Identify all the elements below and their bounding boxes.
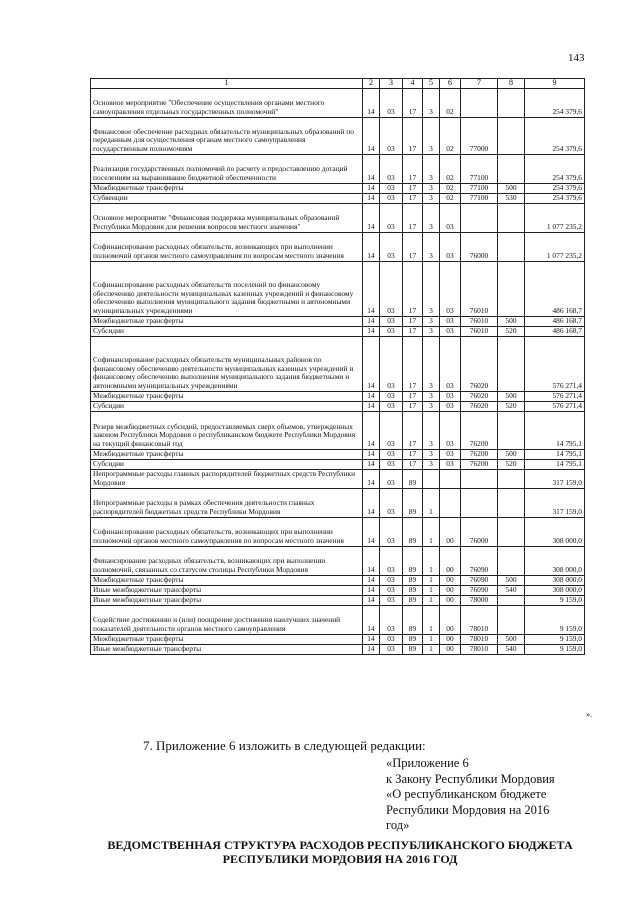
row-code-cell-8: 520 [498, 460, 525, 470]
row-code-cell-2: 14 [363, 194, 380, 204]
table-row [91, 337, 585, 392]
row-code-cell-2: 14 [363, 450, 380, 460]
table-row [91, 184, 585, 194]
row-code-cell-5: 3 [423, 317, 440, 327]
row-code-cell-8 [498, 155, 525, 184]
row-code-cell-5 [423, 470, 440, 489]
row-code-cell-4: 17 [403, 460, 423, 470]
row-code-cell-9: 308 000,0 [525, 547, 585, 576]
row-code-cell-2: 14 [363, 412, 380, 450]
row-code-cell-8 [498, 547, 525, 576]
row-code-cell-8: 540 [498, 645, 525, 655]
row-code-cell-6 [440, 470, 461, 489]
row-code-cell-8 [498, 606, 525, 635]
table-row [91, 327, 585, 337]
row-code-cell-7: 76090 [461, 586, 498, 596]
row-code-cell-5: 3 [423, 194, 440, 204]
row-code-cell-3: 03 [380, 518, 403, 547]
heading-line: РЕСПУБЛИКИ МОРДОВИЯ НА 2016 ГОД [222, 852, 458, 866]
row-code-cell-7: 76010 [461, 327, 498, 337]
row-code-cell-4: 17 [403, 412, 423, 450]
row-code-cell-4: 89 [403, 518, 423, 547]
row-code-cell-9: 486 168,7 [525, 317, 585, 327]
row-code-cell-2: 14 [363, 489, 380, 518]
row-code-cell-2: 14 [363, 596, 380, 606]
table-row [91, 89, 585, 118]
row-code-cell-8 [498, 262, 525, 317]
row-code-cell-9: 576 271,4 [525, 337, 585, 392]
row-code-cell-7: 76020 [461, 402, 498, 412]
row-name-cell: Иные межбюджетные трансферты [91, 645, 363, 655]
header-col-6: 6 [440, 79, 461, 89]
row-code-cell-2: 14 [363, 155, 380, 184]
row-code-cell-3: 03 [380, 547, 403, 576]
row-code-cell-4: 17 [403, 262, 423, 317]
row-code-cell-8: 500 [498, 450, 525, 460]
row-code-cell-8: 520 [498, 327, 525, 337]
row-code-cell-2: 14 [363, 118, 380, 155]
row-name-cell: Непрограммные расходы главных распорядителей бюджетных средств Республики Мордовия [91, 470, 363, 489]
row-name-cell: Субвенции [91, 194, 363, 204]
table-row [91, 262, 585, 317]
table-row [91, 233, 585, 262]
row-code-cell-5: 3 [423, 450, 440, 460]
row-code-cell-7: 76020 [461, 337, 498, 392]
row-code-cell-4: 17 [403, 233, 423, 262]
row-code-cell-7: 78010 [461, 606, 498, 635]
row-code-cell-8: 500 [498, 184, 525, 194]
row-code-cell-5: 3 [423, 402, 440, 412]
row-name-cell: Субсидии [91, 402, 363, 412]
row-code-cell-9: 9 159,0 [525, 645, 585, 655]
row-name-cell: Непрограммные расходы в рамках обеспечения деятельности главных распорядителей бюджетных средств Республики Мордовия [91, 489, 363, 518]
row-code-cell-8 [498, 596, 525, 606]
table-row [91, 606, 585, 635]
row-code-cell-8: 540 [498, 586, 525, 596]
row-code-cell-3: 03 [380, 155, 403, 184]
row-code-cell-7: 76200 [461, 450, 498, 460]
row-code-cell-9: 254 379,6 [525, 184, 585, 194]
row-code-cell-2: 14 [363, 337, 380, 392]
row-code-cell-4: 89 [403, 645, 423, 655]
row-code-cell-3: 03 [380, 392, 403, 402]
row-code-cell-6: 03 [440, 402, 461, 412]
row-code-cell-9: 1 077 235,2 [525, 204, 585, 233]
appendix-reference [386, 756, 555, 834]
row-code-cell-4: 17 [403, 184, 423, 194]
row-code-cell-6: 02 [440, 89, 461, 118]
table-row [91, 645, 585, 655]
row-code-cell-5: 1 [423, 547, 440, 576]
row-code-cell-7: 76090 [461, 576, 498, 586]
row-code-cell-7: 77100 [461, 184, 498, 194]
row-code-cell-2: 14 [363, 460, 380, 470]
row-name-cell: Софинансирование расходных обязательств, возникающих при выполнении полномочий органов местного самоуправления по вопросам местного значения [91, 518, 363, 547]
row-code-cell-2: 14 [363, 606, 380, 635]
row-code-cell-6: 03 [440, 412, 461, 450]
row-code-cell-2: 14 [363, 392, 380, 402]
heading-line: ВЕДОМСТВЕННАЯ СТРУКТУРА РАСХОДОВ РЕСПУБЛИКАНСКОГО БЮДЖЕТА [107, 838, 573, 852]
row-code-cell-3: 03 [380, 586, 403, 596]
row-code-cell-4: 17 [403, 317, 423, 327]
header-row [91, 79, 585, 89]
row-code-cell-2: 14 [363, 576, 380, 586]
row-code-cell-3: 03 [380, 402, 403, 412]
row-code-cell-5: 1 [423, 576, 440, 586]
table-row [91, 412, 585, 450]
table-row [91, 489, 585, 518]
row-name-cell: Основное мероприятие "Обеспечение осуществления органами местного самоуправления отдельных государственных полномочий" [91, 89, 363, 118]
table-row [91, 576, 585, 586]
row-name-cell: Софинансирование расходных обязательств поселений по финансовому обеспечению деятельности муниципальных казенных учреждений и финансовому обеспечению выполнения муниципального задания бюджетными и автономными муниципальных учреждениями [91, 262, 363, 317]
table-row [91, 317, 585, 327]
row-code-cell-8 [498, 204, 525, 233]
table-row [91, 204, 585, 233]
row-code-cell-9: 254 379,6 [525, 194, 585, 204]
row-code-cell-7 [461, 489, 498, 518]
row-code-cell-2: 14 [363, 262, 380, 317]
section-heading [60, 838, 620, 866]
row-code-cell-7: 78000 [461, 596, 498, 606]
row-code-cell-5: 3 [423, 337, 440, 392]
table-row [91, 518, 585, 547]
row-code-cell-2: 14 [363, 233, 380, 262]
table-row [91, 596, 585, 606]
row-name-cell: Межбюджетные трансферты [91, 184, 363, 194]
row-code-cell-7: 78010 [461, 635, 498, 645]
appendix-line: год» [386, 818, 410, 832]
row-code-cell-3: 03 [380, 412, 403, 450]
row-code-cell-7: 76200 [461, 460, 498, 470]
row-name-cell: Иные межбюджетные трансферты [91, 596, 363, 606]
row-code-cell-8 [498, 412, 525, 450]
page-number: 143 [568, 52, 585, 64]
row-code-cell-4: 17 [403, 204, 423, 233]
expenditure-table [90, 78, 585, 655]
row-code-cell-3: 03 [380, 89, 403, 118]
row-code-cell-5: 3 [423, 89, 440, 118]
table-row [91, 586, 585, 596]
header-col-5: 5 [423, 79, 440, 89]
row-code-cell-4: 17 [403, 450, 423, 460]
row-code-cell-4: 89 [403, 596, 423, 606]
row-code-cell-3: 03 [380, 233, 403, 262]
row-code-cell-5: 3 [423, 233, 440, 262]
row-name-cell: Иные межбюджетные трансферты [91, 586, 363, 596]
row-code-cell-9: 9 159,0 [525, 596, 585, 606]
row-code-cell-4: 17 [403, 402, 423, 412]
row-name-cell: Субсидии [91, 460, 363, 470]
row-code-cell-2: 14 [363, 635, 380, 645]
row-code-cell-9: 9 159,0 [525, 635, 585, 645]
row-code-cell-6: 03 [440, 204, 461, 233]
row-name-cell: Финансовое обеспечение расходных обязательств муниципальных образований по переданным для осуществления органам местного самоуправления государственным полномочиям [91, 118, 363, 155]
row-code-cell-6: 03 [440, 337, 461, 392]
appendix-line: «О республиканском бюджете [386, 787, 547, 801]
row-code-cell-4: 89 [403, 606, 423, 635]
row-code-cell-3: 03 [380, 262, 403, 317]
row-code-cell-8 [498, 337, 525, 392]
row-name-cell: Субсидии [91, 327, 363, 337]
row-name-cell: Содействие достижению и (или) поощрение достижения наилучших значений показателей деятельности органов местного самоуправления [91, 606, 363, 635]
row-code-cell-5: 3 [423, 184, 440, 194]
row-code-cell-3: 03 [380, 460, 403, 470]
row-code-cell-2: 14 [363, 470, 380, 489]
header-col-2: 2 [363, 79, 380, 89]
row-code-cell-7: 76000 [461, 518, 498, 547]
row-code-cell-9: 1 077 235,2 [525, 233, 585, 262]
row-code-cell-9: 254 379,6 [525, 155, 585, 184]
appendix-line: к Закону Республики Мордовия [386, 771, 555, 786]
row-code-cell-6: 00 [440, 547, 461, 576]
header-col-1: 1 [91, 79, 363, 89]
row-code-cell-2: 14 [363, 89, 380, 118]
row-name-cell: Межбюджетные трансферты [91, 450, 363, 460]
row-code-cell-2: 14 [363, 547, 380, 576]
table-row [91, 392, 585, 402]
closing-quote-mark: ». [586, 710, 592, 719]
row-code-cell-7 [461, 470, 498, 489]
table-row [91, 402, 585, 412]
row-code-cell-5: 1 [423, 489, 440, 518]
appendix-line: «Приложение 6 [386, 756, 469, 770]
row-code-cell-2: 14 [363, 204, 380, 233]
row-code-cell-9: 576 271,4 [525, 402, 585, 412]
item-7-instruction: 7. Приложение 6 изложить в следующей редакции: [143, 738, 426, 753]
row-code-cell-6: 00 [440, 586, 461, 596]
row-code-cell-2: 14 [363, 518, 380, 547]
row-code-cell-5: 3 [423, 412, 440, 450]
row-code-cell-6: 00 [440, 635, 461, 645]
row-code-cell-7: 76000 [461, 233, 498, 262]
row-code-cell-3: 03 [380, 194, 403, 204]
row-name-cell: Межбюджетные трансферты [91, 317, 363, 327]
row-code-cell-3: 03 [380, 317, 403, 327]
row-code-cell-6: 03 [440, 460, 461, 470]
row-code-cell-7: 76010 [461, 262, 498, 317]
table-body [91, 89, 585, 655]
row-code-cell-5: 1 [423, 596, 440, 606]
row-code-cell-2: 14 [363, 586, 380, 596]
row-code-cell-5: 1 [423, 635, 440, 645]
row-code-cell-2: 14 [363, 317, 380, 327]
row-code-cell-9: 14 795,1 [525, 412, 585, 450]
row-code-cell-4: 17 [403, 155, 423, 184]
row-code-cell-3: 03 [380, 606, 403, 635]
row-code-cell-9: 254 379,6 [525, 118, 585, 155]
row-code-cell-4: 17 [403, 89, 423, 118]
row-code-cell-5: 1 [423, 606, 440, 635]
row-code-cell-9: 317 159,0 [525, 489, 585, 518]
row-code-cell-2: 14 [363, 184, 380, 194]
row-code-cell-5: 3 [423, 392, 440, 402]
row-code-cell-5: 1 [423, 586, 440, 596]
row-code-cell-4: 17 [403, 194, 423, 204]
row-code-cell-4: 89 [403, 586, 423, 596]
row-code-cell-2: 14 [363, 327, 380, 337]
table-header [91, 79, 585, 89]
table-row [91, 450, 585, 460]
row-code-cell-4: 17 [403, 337, 423, 392]
row-code-cell-7 [461, 204, 498, 233]
row-code-cell-6: 03 [440, 262, 461, 317]
header-col-8: 8 [498, 79, 525, 89]
row-code-cell-2: 14 [363, 645, 380, 655]
row-code-cell-3: 03 [380, 489, 403, 518]
row-code-cell-9: 308 000,0 [525, 576, 585, 586]
row-code-cell-4: 89 [403, 470, 423, 489]
row-name-cell: Софинансирование расходных обязательств муниципальных районов по финансовому обеспечению деятельности муниципальных казенных учреждений и финансовому обеспечению выполнения муниципального задания бюджетными и автономными муниципальных учреждениями [91, 337, 363, 392]
row-code-cell-6: 03 [440, 317, 461, 327]
row-code-cell-9: 14 795,1 [525, 460, 585, 470]
row-code-cell-9: 486 168,7 [525, 327, 585, 337]
row-name-cell: Софинансирование расходных обязательств, возникающих при выполнении полномочий органов местного самоуправления по вопросам местного значения [91, 233, 363, 262]
header-col-4: 4 [403, 79, 423, 89]
row-code-cell-6: 02 [440, 118, 461, 155]
row-code-cell-6: 00 [440, 576, 461, 586]
row-code-cell-3: 03 [380, 470, 403, 489]
row-code-cell-4: 89 [403, 489, 423, 518]
row-code-cell-3: 03 [380, 576, 403, 586]
row-code-cell-7: 76020 [461, 392, 498, 402]
row-code-cell-8: 500 [498, 576, 525, 586]
row-code-cell-7: 76090 [461, 547, 498, 576]
row-code-cell-9: 576 271,4 [525, 392, 585, 402]
row-code-cell-4: 89 [403, 576, 423, 586]
row-code-cell-3: 03 [380, 645, 403, 655]
row-code-cell-3: 03 [380, 184, 403, 194]
row-code-cell-6: 02 [440, 194, 461, 204]
row-name-cell: Межбюджетные трансферты [91, 576, 363, 586]
row-code-cell-8 [498, 518, 525, 547]
row-code-cell-3: 03 [380, 450, 403, 460]
row-code-cell-8 [498, 89, 525, 118]
row-code-cell-7: 76200 [461, 412, 498, 450]
row-code-cell-5: 3 [423, 118, 440, 155]
row-code-cell-8 [498, 233, 525, 262]
row-code-cell-8: 530 [498, 194, 525, 204]
header-col-7: 7 [461, 79, 498, 89]
row-code-cell-7: 77000 [461, 118, 498, 155]
row-code-cell-9: 308 000,0 [525, 518, 585, 547]
row-code-cell-9: 486 168,7 [525, 262, 585, 317]
row-code-cell-4: 17 [403, 392, 423, 402]
row-code-cell-8: 520 [498, 402, 525, 412]
table-row [91, 635, 585, 645]
row-name-cell: Основное мероприятие "Финансовая поддержка муниципальных образований Республики Мордовия для решения вопросов местного значения" [91, 204, 363, 233]
row-code-cell-7 [461, 89, 498, 118]
row-code-cell-6: 03 [440, 392, 461, 402]
row-code-cell-6: 00 [440, 518, 461, 547]
table-row [91, 155, 585, 184]
row-name-cell: Реализация государственных полномочий по расчету и предоставлению дотаций поселениям на выравнивание бюджетной обеспеченности [91, 155, 363, 184]
row-code-cell-7: 77100 [461, 155, 498, 184]
row-code-cell-2: 14 [363, 402, 380, 412]
header-col-9: 9 [525, 79, 585, 89]
row-code-cell-4: 17 [403, 118, 423, 155]
row-name-cell: Резерв межбюджетных субсидий, предоставляемых сверх объемов, утвержденных законом Республики Мордовия о республиканском бюджете Республики Мордовия на текущий финансовый год [91, 412, 363, 450]
row-code-cell-9: 317 159,0 [525, 470, 585, 489]
row-code-cell-8: 500 [498, 317, 525, 327]
row-code-cell-7: 78010 [461, 645, 498, 655]
row-name-cell: Финансирование расходных обязательств, возникающих при выполнении полномочий, связанных со статусом столицы Республики Мордовия [91, 547, 363, 576]
row-code-cell-4: 17 [403, 327, 423, 337]
table-row [91, 460, 585, 470]
row-code-cell-6: 02 [440, 155, 461, 184]
row-code-cell-6: 03 [440, 233, 461, 262]
row-code-cell-8 [498, 470, 525, 489]
row-code-cell-8: 500 [498, 392, 525, 402]
appendix-line: Республики Мордовия на 2016 [386, 802, 550, 817]
row-code-cell-5: 3 [423, 460, 440, 470]
row-code-cell-6: 03 [440, 327, 461, 337]
row-name-cell: Межбюджетные трансферты [91, 392, 363, 402]
table-row [91, 194, 585, 204]
row-code-cell-5: 3 [423, 262, 440, 317]
table-row [91, 547, 585, 576]
row-code-cell-6: 00 [440, 606, 461, 635]
row-code-cell-8 [498, 489, 525, 518]
row-code-cell-7: 76010 [461, 317, 498, 327]
row-code-cell-6: 03 [440, 450, 461, 460]
row-code-cell-3: 03 [380, 596, 403, 606]
row-code-cell-4: 89 [403, 635, 423, 645]
row-code-cell-3: 03 [380, 327, 403, 337]
header-col-3: 3 [380, 79, 403, 89]
row-code-cell-6 [440, 489, 461, 518]
row-code-cell-3: 03 [380, 337, 403, 392]
table-row [91, 470, 585, 489]
row-code-cell-9: 254 379,6 [525, 89, 585, 118]
row-code-cell-5: 3 [423, 155, 440, 184]
row-name-cell: Межбюджетные трансферты [91, 635, 363, 645]
row-code-cell-6: 02 [440, 184, 461, 194]
row-code-cell-5: 1 [423, 645, 440, 655]
row-code-cell-7: 77100 [461, 194, 498, 204]
row-code-cell-5: 1 [423, 518, 440, 547]
table-row [91, 118, 585, 155]
row-code-cell-9: 14 795,1 [525, 450, 585, 460]
row-code-cell-8 [498, 118, 525, 155]
row-code-cell-9: 9 159,0 [525, 606, 585, 635]
row-code-cell-3: 03 [380, 118, 403, 155]
row-code-cell-5: 3 [423, 327, 440, 337]
row-code-cell-8: 500 [498, 635, 525, 645]
row-code-cell-4: 89 [403, 547, 423, 576]
row-code-cell-3: 03 [380, 204, 403, 233]
row-code-cell-9: 308 000,0 [525, 586, 585, 596]
row-code-cell-5: 3 [423, 204, 440, 233]
row-code-cell-3: 03 [380, 635, 403, 645]
row-code-cell-6: 00 [440, 645, 461, 655]
row-code-cell-6: 00 [440, 596, 461, 606]
